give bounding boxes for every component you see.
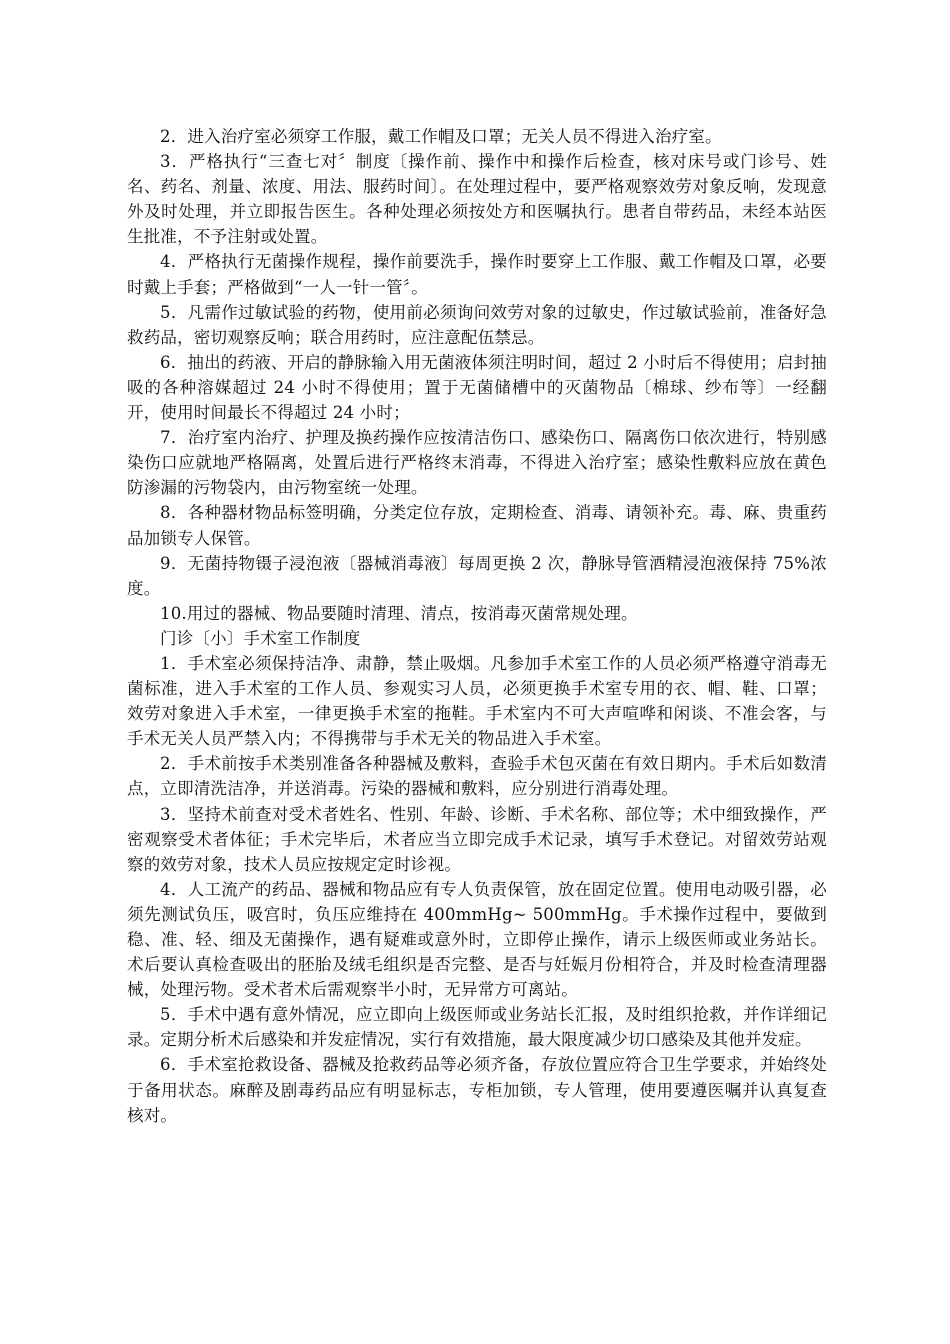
paragraph-rule-9: 9．无菌持物镊子浸泡液〔器械消毒液〕每周更换 2 次，静脉导管酒精浸泡液保持 75%浓度。: [127, 553, 827, 598]
paragraph-rule-7: 7．治疗室内治疗、护理及换药操作应按清洁伤口、感染伤口、隔离伤口依次进行，特别感染伤口应就地严格隔离，处置后进行严格终末消毒，不得进入治疗室；感染性敷料应放在黄色防渗漏的污物袋内，由污物室统一处理。: [127, 428, 827, 498]
surgery-rule-3: 3．坚持术前查对受术者姓名、性别、年龄、诊断、手术名称、部位等；术中细致操作，严密观察受术者体征；手术完毕后，术者应当立即完成手术记录，填写手术登记。对留效劳站观察的效劳对象，技术人员应按规定定时诊视。: [127, 804, 827, 874]
surgery-rule-4: 4．人工流产的药品、器械和物品应有专人负责保管，放在固定位置。使用电动吸引器，必须先测试负压，吸宫时，负压应维持在 400mmHg~ 500mmHg。手术操作过程中，要做到稳、准、轻、细及无菌操作，遇有疑难或意外时，立即停止操作，请示上级医师或业务站长。术后要认真检查吸出的胚胎及绒毛组织是否完整、是否与妊娠月份相符合，并及时检查清理器械，处理污物。受术者术后需观察半小时，无异常方可离站。: [127, 879, 827, 1000]
paragraph-rule-3: 3．严格执行“三查七对〞制度〔操作前、操作中和操作后检查，核对床号或门诊号、姓名、药名、剂量、浓度、用法、服药时间〕。在处理过程中，要严格观察效劳对象反响，发现意外及时处理，并立即报告医生。各种处理必须按处方和医嘱执行。患者自带药品，未经本站医生批准，不予注射或处置。: [127, 152, 827, 247]
surgery-rule-1: 1．手术室必须保持洁净、肃静，禁止吸烟。凡参加手术室工作的人员必须严格遵守消毒无菌标准，进入手术室的工作人员、参观实习人员，必须更换手术室专用的衣、帽、鞋、口罩；效劳对象进入手术室，一律更换手术室的拖鞋。手术室内不可大声喧哗和闲谈、不准会客，与手术无关人员严禁入内；不得携带与手术无关的物品进入手术室。: [127, 653, 827, 749]
section-title: 门诊〔小〕手术室工作制度: [160, 628, 361, 648]
surgery-rule-2: 2．手术前按手术类别准备各种器械及敷料，查验手术包灭菌在有效日期内。手术后如数清点，立即清洗洁净，并送消毒。污染的器械和敷料，应分别进行消毒处理。: [127, 754, 827, 799]
surgery-rule-6: 6．手术室抢救设备、器械及抢救药品等必须齐备，存放位置应符合卫生学要求，并始终处于备用状态。麻醉及剧毒药品应有明显标志，专柜加锁，专人管理，使用要遵医嘱并认真复查核对。: [127, 1055, 827, 1125]
surgery-rule-5: 5．手术中遇有意外情况，应立即向上级医师或业务站长汇报，及时组织抢救，并作详细记录。定期分析术后感染和并发症情况，实行有效措施，最大限度减少切口感染及其他并发症。: [127, 1005, 827, 1050]
paragraph-rule-5: 5．凡需作过敏试验的药物，使用前必须询问效劳对象的过敏史，作过敏试验前，准备好急救药品，密切观察反响；联合用药时，应注意配伍禁忌。: [127, 302, 827, 347]
paragraph-rule-8: 8．各种器材物品标签明确，分类定位存放，定期检查、消毒、请领补充。毒、麻、贵重药品加锁专人保管。: [127, 503, 827, 548]
paragraph-rule-6: 6．抽出的药液、开启的静脉输入用无菌液体须注明时间，超过 2 小时后不得使用；启封抽吸的各种溶媒超过 24 小时不得使用；置于无菌储槽中的灭菌物品〔棉球、纱布等〕一经翻开，使用时间最长不得超过 24 小时；: [127, 352, 827, 423]
paragraph-rule-10: 10.用过的器械、物品要随时清理、清点，按消毒灭菌常规处理。: [160, 603, 638, 623]
paragraph-rule-4: 4．严格执行无菌操作规程，操作前要洗手，操作时要穿上工作服、戴工作帽及口罩，必要时戴上手套；严格做到“一人一针一管〞。: [127, 252, 827, 297]
paragraph-rule-2: 2．进入治疗室必须穿工作服，戴工作帽及口罩；无关人员不得进入治疗室。: [160, 127, 722, 146]
document-body: [127, 124, 827, 1128]
